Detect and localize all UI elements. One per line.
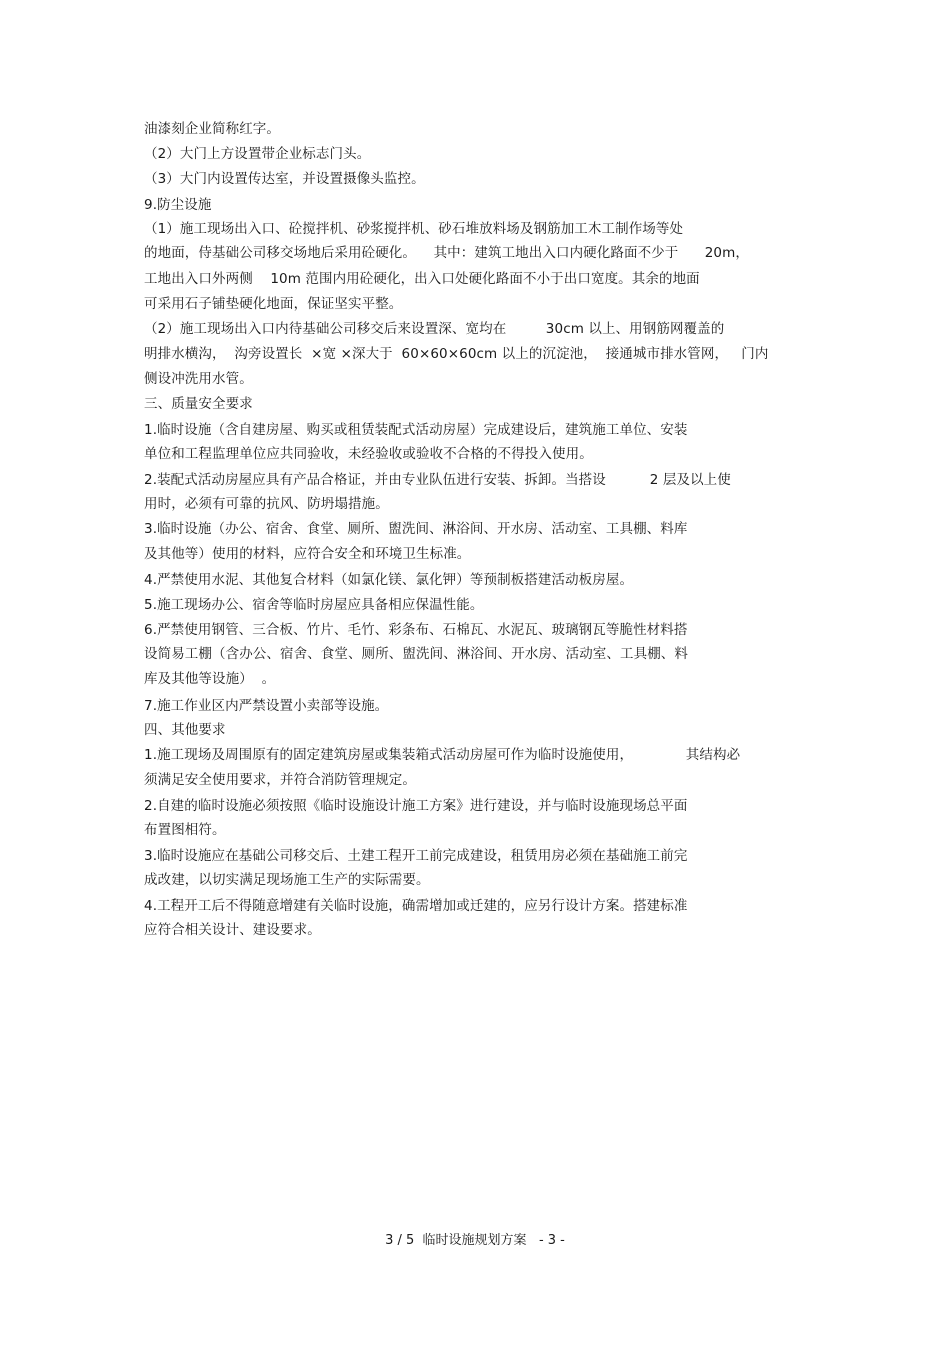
text-line: 2.装配式活动房屋应具有产品合格证，并由专业队伍进行安装、拆卸。当搭设 2 层及以上使 xyxy=(144,472,731,488)
text-line: 工地出入口外两侧 10m 范围内用砼硬化，出入口处硬化路面不小于出口宽度。其余的地面 xyxy=(144,271,700,287)
text-line: 的地面，侍基础公司移交场地后采用砼硬化。 其中：建筑工地出入口内硬化路面不少于 20m， xyxy=(144,245,749,261)
text-line: （2）施工现场出入口内待基础公司移交后来设置深、宽均在 30cm 以上、用钢筋网覆盖的 xyxy=(144,321,725,337)
text-line: 3.临时设施应在基础公司移交后、土建工程开工前完成建设，租赁用房必须在基础施工前完 xyxy=(144,848,688,864)
text-line: 单位和工程监理单位应共同验收，未经验收或验收不合格的不得投入使用。 xyxy=(144,446,593,462)
text-line: 4.严禁使用水泥、其他复合材料（如氯化镁、氯化钾）等预制板搭建活动板房屋。 xyxy=(144,572,634,588)
text-line: 应符合相关设计、建设要求。 xyxy=(144,922,321,938)
section-heading: 四、其他要求 xyxy=(144,722,226,738)
text-line: 5.施工现场办公、宿舍等临时房屋应具备相应保温性能。 xyxy=(144,597,484,613)
text-line: 用时，必须有可靠的抗风、防坍塌措施。 xyxy=(144,496,389,512)
text-line: 布置图相符。 xyxy=(144,822,226,838)
text-line: 侧设冲洗用水管。 xyxy=(144,371,253,387)
text-line: 油漆刻企业简称红字。 xyxy=(144,121,280,137)
section-heading: 9.防尘设施 xyxy=(144,197,212,213)
text-line: 6.严禁使用钢管、三合板、竹片、毛竹、彩条布、石棉瓦、水泥瓦、玻璃钢瓦等脆性材料搭 xyxy=(144,622,688,638)
text-line: 须满足安全使用要求，并符合消防管理规定。 xyxy=(144,772,416,788)
text-line: 2.自建的临时设施必须按照《临时设施设计施工方案》进行建设，并与临时设施现场总平面 xyxy=(144,798,688,814)
text-line: （1）施工现场出入口、砼搅拌机、砂浆搅拌机、砂石堆放料场及钢筋加工木工制作场等处 xyxy=(144,221,684,237)
page-footer: 3 / 5 临时设施规划方案 - 3 - xyxy=(385,1233,565,1248)
section-heading: 三、质量安全要求 xyxy=(144,396,253,412)
text-line: 1.临时设施（含自建房屋、购买或租赁装配式活动房屋）完成建设后，建筑施工单位、安装 xyxy=(144,422,688,438)
text-line: 可采用石子铺垫硬化地面，保证坚实平整。 xyxy=(144,296,403,312)
text-line: 成改建，以切实满足现场施工生产的实际需要。 xyxy=(144,872,430,888)
text-line: 及其他等）使用的材料，应符合安全和环境卫生标准。 xyxy=(144,546,471,562)
text-line: 明排水横沟， 沟旁设置长 ×宽 ×深大于 60×60×60cm 以上的沉淀池， 接通城市排水管网， 门内 xyxy=(144,346,769,362)
text-line: 库及其他等设施） 。 xyxy=(144,671,276,687)
text-line: （3）大门内设置传达室，并设置摄像头监控。 xyxy=(144,171,425,187)
text-line: 设简易工棚（含办公、宿舍、食堂、厕所、盥洗间、淋浴间、开水房、活动室、工具棚、料 xyxy=(144,646,688,662)
text-line: 3.临时设施（办公、宿舍、食堂、厕所、盥洗间、淋浴间、开水房、活动室、工具棚、料库 xyxy=(144,521,688,537)
text-line: 7.施工作业区内严禁设置小卖部等设施。 xyxy=(144,698,389,714)
text-line: （2）大门上方设置带企业标志门头。 xyxy=(144,146,371,162)
text-line: 1.施工现场及周围原有的固定建筑房屋或集装箱式活动房屋可作为临时设施使用， 其结构必 xyxy=(144,747,741,763)
text-line: 4.工程开工后不得随意增建有关临时设施，确需增加或迁建的，应另行设计方案。搭建标准 xyxy=(144,898,688,914)
